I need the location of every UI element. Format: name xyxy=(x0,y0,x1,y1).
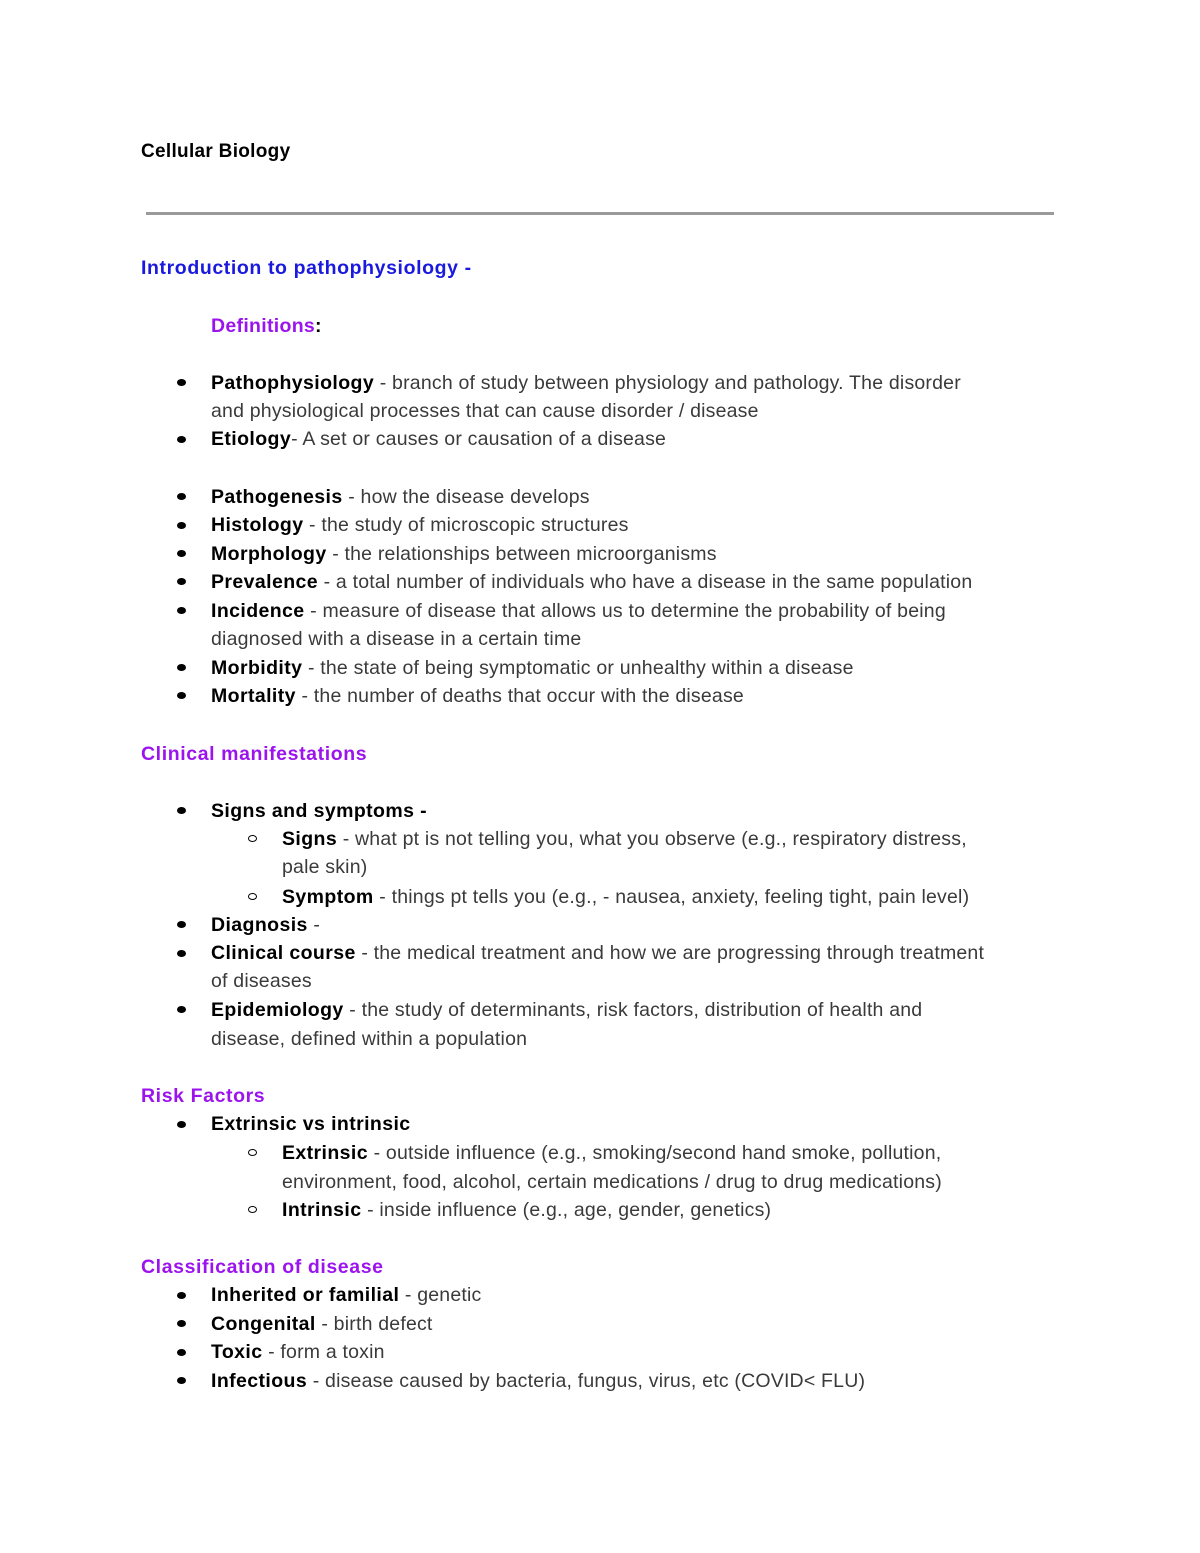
definitions-label: Definitions xyxy=(211,315,316,337)
term: Clinical course xyxy=(211,942,356,964)
section-heading-clinical-manifestations: Clinical manifestations xyxy=(141,743,368,765)
definition-continuation: diagnosed with a disease in a certain time xyxy=(211,628,582,650)
definition-continuation: pale skin) xyxy=(282,856,368,878)
section-heading-risk-factors: Risk Factors xyxy=(141,1085,266,1107)
term: Extrinsic xyxy=(282,1142,368,1164)
definition: - the study of determinants, risk factors, distribution of health and xyxy=(343,999,923,1021)
list-item-intrinsic xyxy=(282,1196,771,1224)
bullet-icon xyxy=(177,921,186,928)
list-item-inherited xyxy=(211,1281,482,1309)
definition: - the state of being symptomatic or unhealthy within a disease xyxy=(302,657,854,679)
definition: - how the disease develops xyxy=(342,486,590,508)
definition: - the study of microscopic structures xyxy=(303,514,629,536)
term: Toxic xyxy=(211,1341,263,1363)
term: Morbidity xyxy=(211,657,303,679)
bullet-icon xyxy=(177,807,186,814)
list-item-mortality xyxy=(211,682,744,710)
term: Infectious xyxy=(211,1370,308,1392)
definition: - the medical treatment and how we are progressing through treatment xyxy=(355,942,985,964)
list-item-clinical-course xyxy=(211,939,984,967)
definition: - what pt is not telling you, what you observe (e.g., respiratory distress, xyxy=(337,828,967,850)
bullet-icon xyxy=(177,1377,186,1384)
bullet-icon xyxy=(177,1006,186,1013)
definition-continuation: environment, food, alcohol, certain medications / drug to drug medications) xyxy=(282,1171,942,1193)
definition: - outside influence (e.g., smoking/second hand smoke, pollution, xyxy=(367,1142,942,1164)
list-item-pathogenesis xyxy=(211,483,590,511)
definitions-subheading xyxy=(211,312,322,340)
circle-bullet-icon xyxy=(248,893,257,900)
term: Diagnosis xyxy=(211,914,308,936)
term: Symptom xyxy=(282,886,374,908)
bullet-icon xyxy=(177,607,186,614)
list-item-congenital xyxy=(211,1310,433,1338)
definition: - branch of study between physiology and pathology. The disorder xyxy=(374,372,961,394)
bullet-icon xyxy=(177,664,186,671)
list-item-pathophysiology xyxy=(211,369,961,397)
bullet-icon xyxy=(177,379,186,386)
list-item-etiology xyxy=(211,425,666,453)
definition: - birth defect xyxy=(315,1313,433,1335)
bullet-icon xyxy=(177,550,186,557)
document-title: Cellular Biology xyxy=(141,141,291,162)
term: Signs and symptoms - xyxy=(211,800,428,822)
bullet-icon xyxy=(177,1320,186,1327)
term: Inherited or familial xyxy=(211,1284,400,1306)
definition: - genetic xyxy=(399,1284,482,1306)
definition: - A set or causes or causation of a disease xyxy=(291,428,667,450)
bullet-icon xyxy=(177,950,186,957)
list-item-diagnosis xyxy=(211,911,320,939)
list-item-extrinsic-vs-intrinsic xyxy=(211,1110,411,1138)
definition-continuation: and physiological processes that can cause disorder / disease xyxy=(211,400,759,422)
bullet-icon xyxy=(177,1292,186,1299)
term: Prevalence xyxy=(211,571,318,593)
term: Epidemiology xyxy=(211,999,344,1021)
term: Histology xyxy=(211,514,304,536)
bullet-icon xyxy=(177,493,186,500)
bullet-icon xyxy=(177,1121,186,1128)
definitions-colon: : xyxy=(315,315,322,337)
list-item-prevalence xyxy=(211,568,972,596)
list-item-infectious xyxy=(211,1367,865,1395)
term: Incidence xyxy=(211,600,305,622)
definition: - measure of disease that allows us to determine the probability of being xyxy=(304,600,946,622)
section-heading-introduction: Introduction to pathophysiology - xyxy=(141,257,472,279)
term: Extrinsic vs intrinsic xyxy=(211,1113,411,1135)
circle-bullet-icon xyxy=(248,1149,257,1156)
list-item-signs-and-symptoms xyxy=(211,797,427,825)
list-item-epidemiology xyxy=(211,996,922,1024)
list-item-toxic xyxy=(211,1338,385,1366)
definition: - the number of deaths that occur with the disease xyxy=(295,685,744,707)
definition: - inside influence (e.g., age, gender, genetics) xyxy=(361,1199,772,1221)
definition: - a total number of individuals who have a disease in the same population xyxy=(318,571,973,593)
bullet-icon xyxy=(177,522,186,529)
bullet-icon xyxy=(177,578,186,585)
circle-bullet-icon xyxy=(248,835,257,842)
term: Etiology xyxy=(211,428,292,450)
bullet-icon xyxy=(177,1349,186,1356)
term: Pathogenesis xyxy=(211,486,343,508)
definition: - things pt tells you (e.g., - nausea, anxiety, feeling tight, pain level) xyxy=(373,886,970,908)
term: Congenital xyxy=(211,1313,316,1335)
definition: - the relationships between microorganisms xyxy=(326,543,717,565)
definition-continuation: of diseases xyxy=(211,970,312,992)
term: Pathophysiology xyxy=(211,372,375,394)
list-item-signs xyxy=(282,825,967,853)
bullet-icon xyxy=(177,436,186,443)
list-item-morphology xyxy=(211,540,717,568)
bullet-icon xyxy=(177,692,186,699)
term: Intrinsic xyxy=(282,1199,362,1221)
definition: - form a toxin xyxy=(262,1341,385,1363)
list-item-morbidity xyxy=(211,654,854,682)
list-item-symptom xyxy=(282,883,969,911)
term: Morphology xyxy=(211,543,327,565)
list-item-extrinsic xyxy=(282,1139,941,1167)
section-heading-classification: Classification of disease xyxy=(141,1256,384,1278)
list-item-incidence xyxy=(211,597,946,625)
term: Mortality xyxy=(211,685,296,707)
horizontal-rule xyxy=(146,212,1054,215)
definition-continuation: disease, defined within a population xyxy=(211,1028,528,1050)
definition: - disease caused by bacteria, fungus, virus, etc (COVID< FLU) xyxy=(307,1370,866,1392)
definition: - xyxy=(307,914,321,936)
circle-bullet-icon xyxy=(248,1206,257,1213)
list-item-histology xyxy=(211,511,629,539)
term: Signs xyxy=(282,828,338,850)
